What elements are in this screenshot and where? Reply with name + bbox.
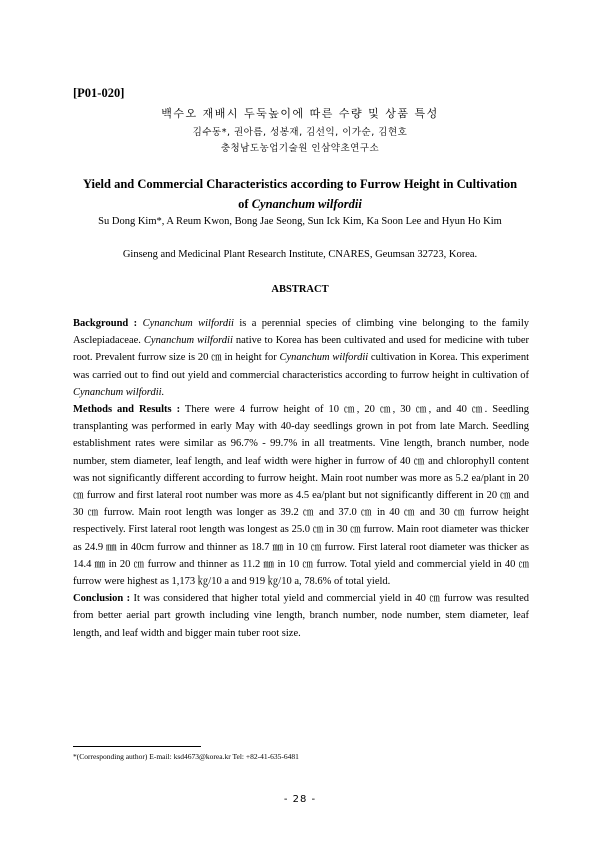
english-title-line2 <box>60 194 540 214</box>
background-text-3: cultivation in Korea. This experiment was carried out to find out yield and commercial characteristics according to furrow height in cultivation of <box>73 352 529 381</box>
conclusion-text: It was considered that higher total yield and commercial yield in 40 ㎝ furrow was resulted from better aerial part growth including vine length, branch number, node number, stem diameter, leaf length, and leaf width and bigger main tuber root size. <box>73 593 529 639</box>
abstract-heading: ABSTRACT <box>271 284 329 295</box>
english-title-line1: Yield and Commercial Characteristics according to Furrow Height in Cultivation <box>82 177 518 191</box>
background-text-1: is a perennial species of climbing vine belonging to the family Asclepiadaceae. <box>73 318 529 347</box>
korean-institution: 충청남도농업기술원 인삼약초연구소 <box>220 143 380 154</box>
english-title-prefix: of <box>238 197 252 211</box>
background-label: Background : <box>73 318 138 329</box>
footnote: *(Corresponding author) E-mail: ksd4673@korea.kr Tel: +82-41-635-6481 <box>73 752 299 761</box>
background-species-3: Cynanchum wilfordii <box>279 352 369 364</box>
methods-text: There were 4 furrow height of 10 ㎝, 20 ㎝, 30 ㎝, and 40 ㎝. Seedling transplanting was performed in early May with 40-day seedlings grown in pot from late March. Seedling establishment rates were similar as 96.7% - 99.7% in all treatments. Vine length, branch number, node number, stem diameter, leaf length, and leaf width were higher in furrow of 40 ㎝ and chlorophyll content was not significantly different according to furrow height. Main root number was more as 5.2 ea/plant in 20 ㎝ furrow and first lateral root number was more as 4.5 ea/plant but not significantly different in 20 ㎝ and 30 ㎝ furrow. Main root length was longer as 39.2 ㎝ and 37.0 ㎝ in 40 ㎝ and 30 ㎝ furrow height respectively. First lateral root length was longest as 25.0 ㎝ in 30 ㎝ furrow. Main root diameter was thicker as 24.9 ㎜ in 40cm furrow and thinner as 18.7 ㎜ in 10 ㎝ furrow. First lateral root diameter was thicker as 14.4 ㎜ in 20 ㎝ furrow and thinner as 11.2 ㎜ in 10 ㎝ furrow. Total yield and commercial yield in 40 ㎝ furrow were highest as 1,173 ㎏/10 a and 919 ㎏/10 a, 78.6% of total yield. <box>73 404 530 588</box>
background-paragraph <box>73 315 529 401</box>
background-species-1: Cynanchum wilfordii <box>142 318 234 329</box>
poster-code: [P01-020] <box>73 86 125 100</box>
background-species-4: Cynanchum wilfordii. <box>73 386 165 398</box>
korean-title: 백수오 재배시 두둑높이에 따른 수량 및 상품 특성 <box>161 107 439 120</box>
english-authors: Su Dong Kim*, A Reum Kwon, Bong Jae Seong, Sun Ick Kim, Ka Soon Lee and Hyun Ho Kim <box>98 216 502 227</box>
background-species-2: Cynanchum wilfordii <box>143 335 233 347</box>
conclusion-paragraph <box>73 590 529 642</box>
footnote-divider <box>73 746 201 747</box>
abstract-body <box>73 315 529 642</box>
conclusion-label: Conclusion : <box>73 593 131 605</box>
page-number: - 28 - <box>283 794 317 805</box>
english-institution: Ginseng and Medicinal Plant Research Institute, CNARES, Geumsan 32723, Korea. <box>122 249 478 260</box>
methods-label: Methods and Results : <box>73 404 181 416</box>
english-title <box>60 174 540 214</box>
background-text-2: native to Korea has been cultivated and used for medicine with tuber root. Prevalent furrow size is 20 ㎝ in height for <box>73 335 529 364</box>
korean-authors: 김수동*, 권아름, 성봉재, 김선익, 이가순, 김현호 <box>192 127 408 138</box>
methods-paragraph <box>73 401 529 590</box>
english-title-species: Cynanchum wilfordii <box>251 197 362 211</box>
